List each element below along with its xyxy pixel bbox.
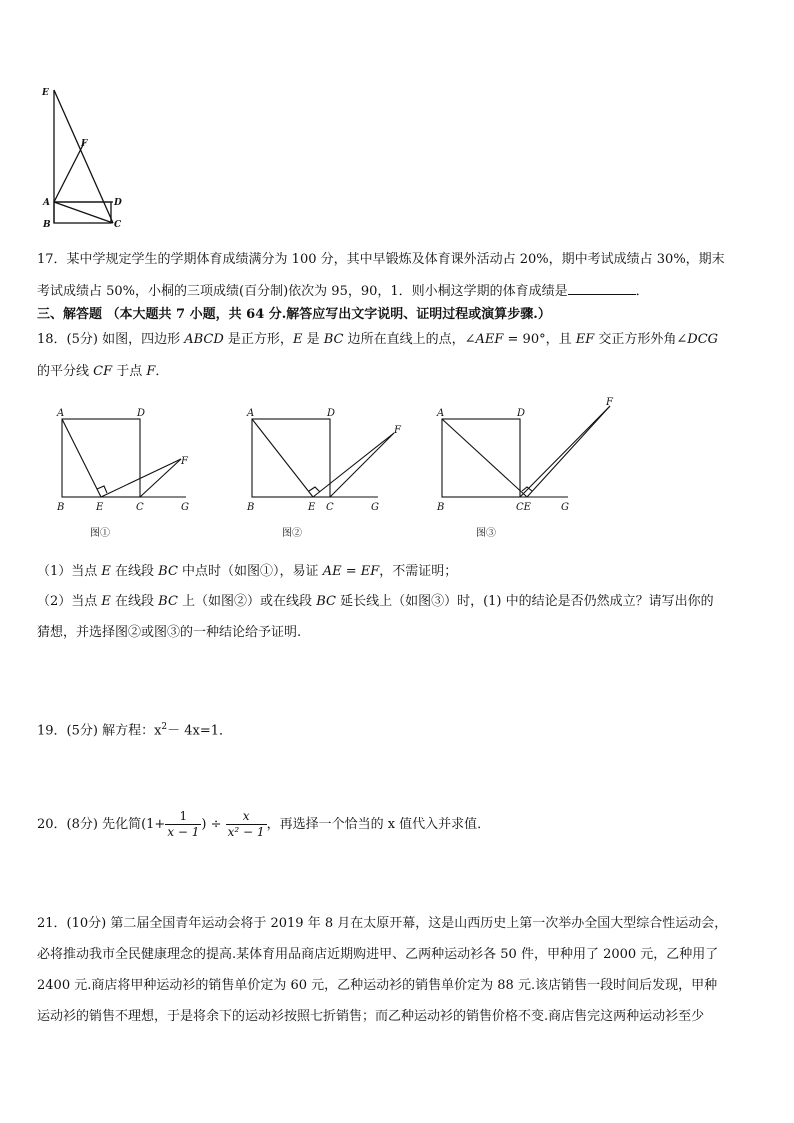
q18-DCG: DCG xyxy=(687,332,719,347)
line-AE xyxy=(252,419,313,497)
q18-line1 xyxy=(37,330,759,350)
label-B: B xyxy=(43,220,51,230)
line-AE xyxy=(62,419,101,497)
label-F: F xyxy=(606,397,613,408)
figure-caption: 图③ xyxy=(476,528,496,539)
label-F: F xyxy=(81,139,88,149)
q18-BC: BC xyxy=(316,594,336,609)
line-EF xyxy=(101,459,181,497)
q18-text: 是 xyxy=(302,332,324,347)
label-F: F xyxy=(181,456,188,467)
label-G: G xyxy=(181,502,189,513)
line-CF xyxy=(520,406,610,497)
q18-CF: CF xyxy=(93,364,113,379)
q18-text: = xyxy=(341,564,361,579)
fraction-numerator: 1 xyxy=(165,809,201,825)
q18-ABCD: ABCD xyxy=(184,332,224,347)
q18-text: 在线段 xyxy=(110,564,159,579)
fraction-1 xyxy=(165,809,201,840)
line-CF xyxy=(330,433,394,497)
fraction-numerator: x xyxy=(226,809,267,825)
line-AE xyxy=(442,419,527,497)
q18-text: 是正方形， xyxy=(223,332,293,347)
label-D: D xyxy=(114,198,122,208)
q19 xyxy=(37,717,759,741)
label-G: G xyxy=(371,502,379,513)
label-E: E xyxy=(42,88,49,98)
q18-BC: BC xyxy=(158,564,178,579)
label-CE: CE xyxy=(516,502,531,513)
q18-F: F xyxy=(146,364,156,379)
q18-text: 的平分线 xyxy=(37,364,94,379)
q17-line2 xyxy=(37,280,759,302)
q18-text: （2）当点 xyxy=(37,594,102,609)
label-D: D xyxy=(517,408,526,419)
q18-text: 上（如图②）或在线段 xyxy=(177,594,317,609)
q17-line2-text: 考试成绩占 50%，小桐的三项成绩(百分制)依次为 95，90，1．则小桐这学期的体育成绩是 xyxy=(37,284,568,299)
q18-BC: BC xyxy=(158,594,178,609)
q18-E: E xyxy=(101,594,111,609)
q17-line1: 17．某中学规定学生的学期体育成绩满分为 100 分，其中早锻炼及体育课外活动占 20%，期中考试成绩占 30%，期末 xyxy=(37,252,725,267)
q18-text: 在线段 xyxy=(110,594,159,609)
q18-text: （1）当点 xyxy=(37,564,102,579)
square-ABCD xyxy=(62,419,140,497)
q17-line2-end: ． xyxy=(635,284,649,299)
q18-BC: BC xyxy=(323,332,344,347)
line-AF xyxy=(54,143,84,202)
q19-superscript: 2 xyxy=(161,722,168,732)
q18-line2 xyxy=(37,362,759,382)
q19-text: － 4x=1． xyxy=(167,723,233,739)
label-C: C xyxy=(136,502,144,513)
q18-E: E xyxy=(292,332,303,347)
label-D: D xyxy=(327,408,336,419)
q18-sub1 xyxy=(37,562,759,582)
label-E: E xyxy=(96,502,104,513)
q18-sub2-line2: 猜想，并选择图②或图③的一种结论给予证明. xyxy=(37,625,302,640)
q20-text: ，再选择一个恰当的 x 值代入并求值． xyxy=(266,817,491,832)
label-E: E xyxy=(308,502,316,513)
line-CF xyxy=(140,459,181,497)
line-EF xyxy=(313,433,394,497)
q18-EF: EF xyxy=(360,564,380,579)
q21-line1: 21．(10分) 第二届全国青年运动会将于 2019 年 8 月在太原开幕，这是山西历史上第一次举办全国大型综合性运动会， xyxy=(37,916,728,931)
label-A: A xyxy=(43,198,50,208)
label-B: B xyxy=(247,502,255,513)
label-D: D xyxy=(137,408,146,419)
figure-top xyxy=(38,84,128,234)
q18-text: 边所在直线上的点，∠ xyxy=(343,332,476,347)
fraction-denominator: x − 1 xyxy=(167,825,200,839)
fraction-2 xyxy=(226,809,267,840)
label-B: B xyxy=(437,502,445,513)
q18-text: 中点时（如图①），易证 xyxy=(177,564,323,579)
q18-E: E xyxy=(101,564,111,579)
label-F: F xyxy=(394,425,401,436)
q18-text: 18．(5分) 如图，四边形 xyxy=(37,332,185,347)
label-A: A xyxy=(57,408,65,419)
label-A: A xyxy=(437,408,445,419)
q18-text: 延长线上（如图③）时，(1) 中的结论是否仍然成立？请写出你的 xyxy=(335,594,714,609)
q20 xyxy=(37,803,759,847)
q20-text: ) ÷ xyxy=(201,817,226,832)
line-AC xyxy=(54,202,113,223)
answer-blank[interactable] xyxy=(568,280,636,295)
q18-text: = 90°，且 xyxy=(503,332,576,347)
section-title: 三、解答题 （本大题共 7 小题，共 64 分.解答应写出文字说明、证明过程或演算步骤.） xyxy=(37,307,551,322)
q18-text: ，不需证明； xyxy=(379,564,458,579)
q20-text: 20．(8分) 先化简(1+ xyxy=(37,817,166,832)
label-C: C xyxy=(326,502,334,513)
q18-AE: AE xyxy=(322,564,342,579)
figure-2 xyxy=(240,402,410,542)
q21-line4: 运动衫的销售不理想，于是将余下的运动衫按照七折销售；而乙种运动衫的销售价格不变.商店售完这两种运动衫至少 xyxy=(37,1009,705,1024)
label-B: B xyxy=(57,502,65,513)
fraction-denominator: x² − 1 xyxy=(227,825,265,839)
figure-caption: 图② xyxy=(282,528,302,539)
q21-line3: 2400 元.商店将甲种运动衫的销售单价定为 60 元，乙种运动衫的销售单价定为 88 元.该店销售一段时间后发现，甲种 xyxy=(37,978,718,993)
q18-text: 交正方形外角∠ xyxy=(594,332,688,347)
figure-3 xyxy=(430,392,620,542)
figure-caption: 图① xyxy=(90,528,110,539)
q18-text: 于点 xyxy=(112,364,147,379)
figure-1 xyxy=(50,402,200,542)
q21-line2: 必将推动我市全民健康理念的提高.某体育用品商店近期购进甲、乙两种运动衫各 50 件，甲种用了 2000 元，乙种用了 xyxy=(37,947,719,962)
q18-sub2 xyxy=(37,592,759,612)
q18-EF: EF xyxy=(575,332,595,347)
label-G: G xyxy=(561,502,569,513)
q19-text: 19．(5分) 解方程：x xyxy=(37,723,162,739)
q18-AEF: AEF xyxy=(475,332,504,347)
line-EC xyxy=(54,90,113,223)
square-ABCD xyxy=(252,419,330,497)
square-ABCD xyxy=(442,419,520,497)
right-angle-mark xyxy=(309,487,320,492)
label-C: C xyxy=(114,220,122,230)
label-A: A xyxy=(247,408,255,419)
q18-text: ． xyxy=(155,364,169,379)
line-EF xyxy=(527,406,610,497)
